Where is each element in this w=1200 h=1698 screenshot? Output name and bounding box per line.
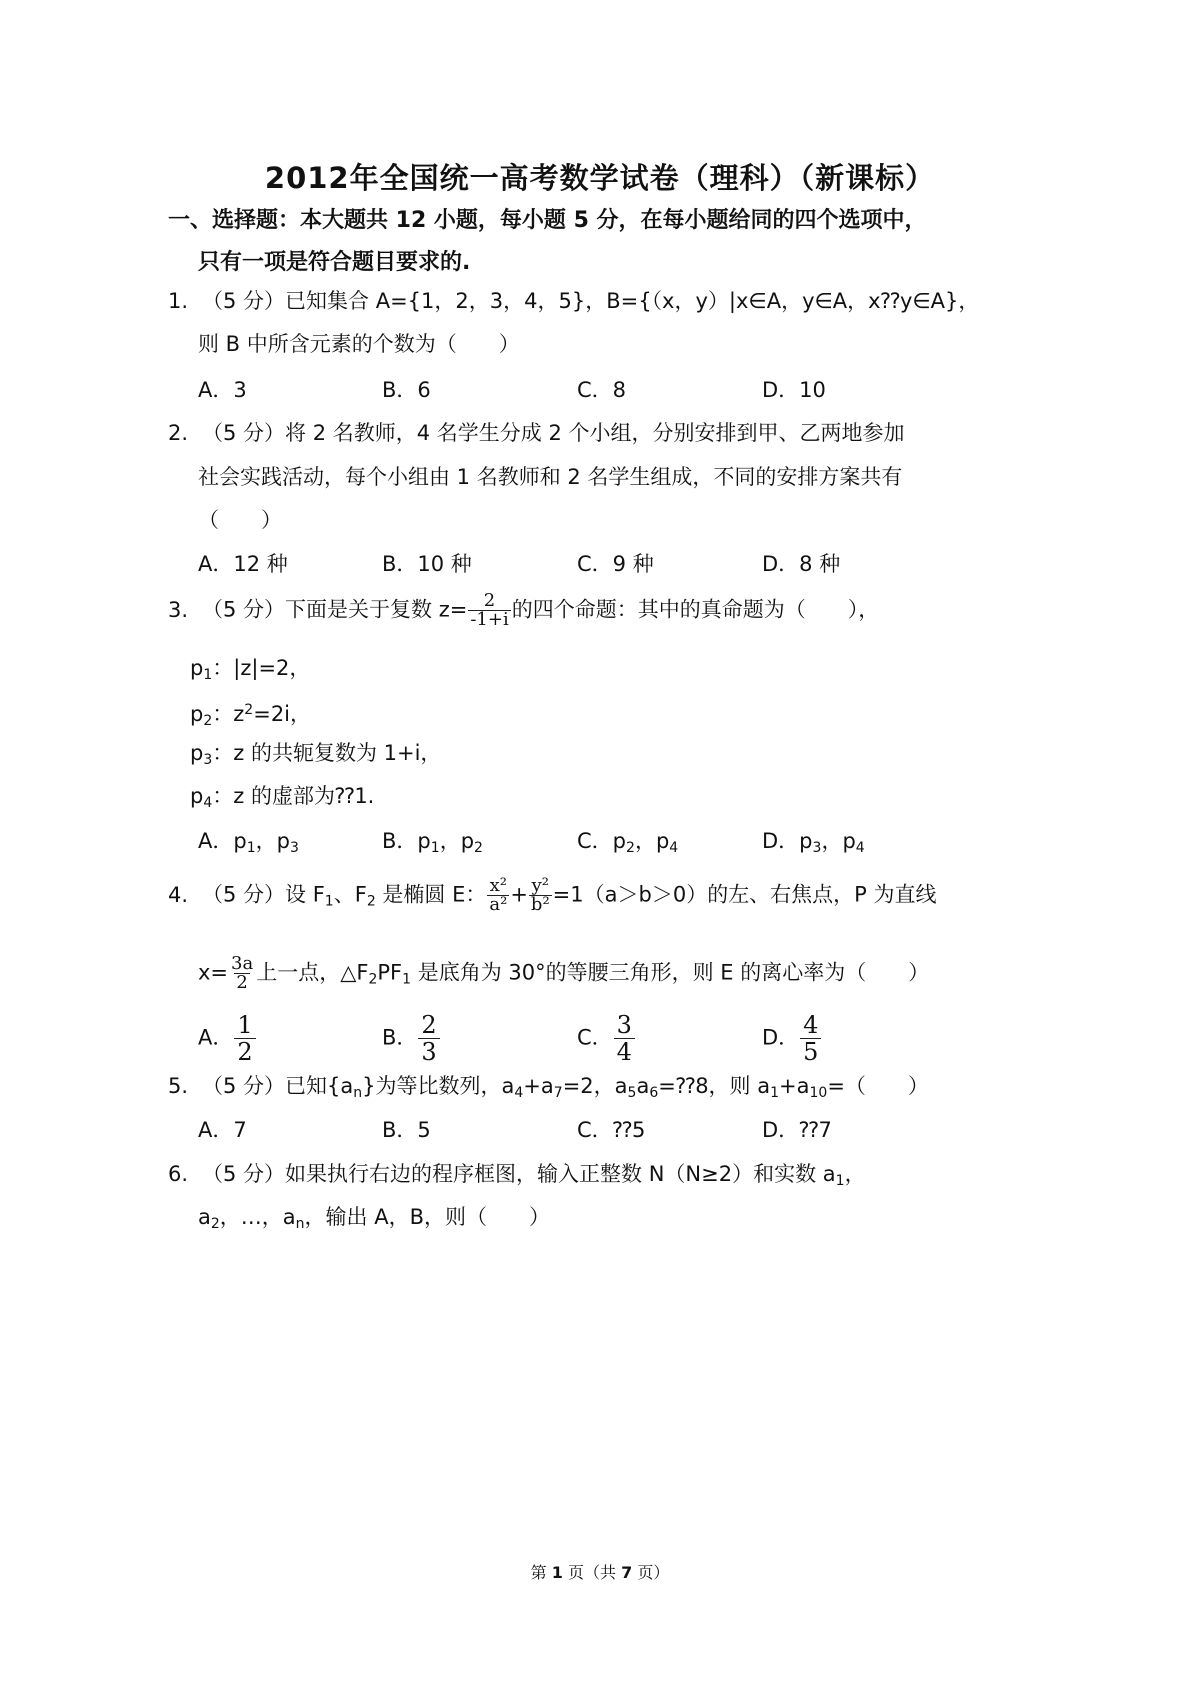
q3-p3 <box>190 738 441 775</box>
q1-option-a: A．3 <box>198 378 247 402</box>
q4-fx-den: a² <box>489 894 508 915</box>
q4-opt-d-den: 5 <box>800 1038 821 1065</box>
q3-option-b: B．$p_1$，$p_2$ <box>382 829 483 856</box>
q2-option-a: A．12 种 <box>198 552 288 576</box>
q2-line1 <box>168 418 905 448</box>
p3-text: ：z 的共轭复数为 1+i， <box>212 741 442 765</box>
q1-option-d: D．10 <box>762 378 826 402</box>
q1-option-b: B．6 <box>382 378 431 402</box>
p2-label: p <box>190 702 204 726</box>
q6-line1sub: 1 <box>835 1173 845 1189</box>
q4-opt-c-den: 4 <box>614 1038 635 1065</box>
q1-line1 <box>168 286 979 316</box>
q3-p4 <box>190 781 374 818</box>
q4-opt-d-frac <box>800 1012 821 1065</box>
q2-number: 2. <box>168 421 189 445</box>
q3-opt-a-letter: A． <box>198 829 234 853</box>
q3-opt-b-sub1: 1 <box>430 840 440 856</box>
q3-p2 <box>190 695 311 736</box>
q5-s3: 7 <box>553 1085 563 1101</box>
q1-text1: （5 分）已知集合 A={1，2，3，4，5}，B={（x，y）|x∈A，y∈A，x⁇y∈A}， <box>202 289 980 313</box>
q4-option-b <box>382 1012 441 1065</box>
q4-opt-c-frac <box>614 1012 635 1065</box>
q5-s2: 4 <box>514 1085 524 1101</box>
q1-number: 1. <box>168 289 189 313</box>
q5-option-b: B．5 <box>382 1118 431 1142</box>
q4-fy-num: y² <box>531 875 549 896</box>
q4-opt-d-letter: D． <box>762 1025 800 1050</box>
q3-option-a: A．$p_1$，$p_3$ <box>198 829 299 856</box>
p2-sub: 2 <box>203 713 213 729</box>
q6-line1 <box>168 1159 866 1196</box>
q3-text-pre: （5 分）下面是关于复数 z= <box>202 597 468 622</box>
p1-label: p <box>190 656 204 680</box>
q4-mid1: 、F <box>333 882 367 907</box>
q6-l2c: ，输出 A，B，则（ ） <box>304 1205 550 1229</box>
q5-t2: }为等比数列，a <box>362 1074 515 1098</box>
q5-s7: 10 <box>809 1085 828 1101</box>
q4-opt-b-frac <box>418 1012 439 1065</box>
q4-opt-a-frac <box>234 1012 255 1065</box>
q4-opt-d-num: 4 <box>803 1011 819 1039</box>
q3-opt-c-sub1: 2 <box>626 840 635 856</box>
q4-l2-sub2: 1 <box>402 971 412 988</box>
footer-post: 页） <box>632 1563 670 1582</box>
q5-option-c: C．⁇5 <box>577 1118 646 1142</box>
q2-line3: （ ） <box>198 508 282 532</box>
q1-option-c: C．8 <box>577 378 627 402</box>
q3-text-post: 的四个命题：其中的真命题为（ ）， <box>511 597 880 622</box>
q4-opt-c-num: 3 <box>616 1011 632 1039</box>
q5-s1: n <box>353 1085 363 1101</box>
q3-frac-den: -1+i <box>470 609 509 630</box>
q1-line2: 则 B 中所含元素的个数为（ ） <box>198 332 520 356</box>
page-footer <box>0 1560 1200 1583</box>
q3-opt-a-sub2: 3 <box>289 840 299 856</box>
p2-sup: 2 <box>244 702 254 718</box>
q6-l2s2: n <box>295 1216 305 1232</box>
q4-opt-b-letter: B． <box>382 1025 418 1050</box>
q6-line2 <box>198 1202 550 1239</box>
q4-frac-3a2 <box>229 955 255 992</box>
q4-l2-sub1: 2 <box>368 971 378 988</box>
p2-pre: ：z <box>212 702 245 726</box>
q5-t4: =2，a <box>562 1074 628 1098</box>
p4-sub: 4 <box>203 795 213 811</box>
q3-opt-c-sep: ， <box>634 829 656 853</box>
q6-line1b: ， <box>844 1162 866 1186</box>
page-title: 2012年全国统一高考数学试卷（理科）（新课标） <box>264 161 936 195</box>
q6-l2s1: 2 <box>210 1216 220 1232</box>
q4-mid2: 是椭圆 E： <box>375 882 487 907</box>
q6-number: 6. <box>168 1162 189 1186</box>
q3-number: 3. <box>168 597 189 622</box>
q3-line1 <box>168 592 879 629</box>
q4-line2 <box>198 955 929 995</box>
q4-f-num: 3a <box>231 953 254 974</box>
q4-opt-b-den: 3 <box>418 1038 439 1065</box>
q2-option-c: C．9 种 <box>577 552 654 576</box>
q4-option-c <box>577 1012 636 1065</box>
q5-t8: =（ ） <box>827 1074 929 1098</box>
q3-option-d: D．$p_3$，$p_4$ <box>762 829 865 856</box>
p3-sub: 3 <box>203 752 213 768</box>
q5-t3: +a <box>523 1074 554 1098</box>
p3-label: p <box>190 741 204 765</box>
q3-opt-c-sub2: 4 <box>669 840 679 856</box>
q6-l2b: ，…，a <box>219 1205 296 1229</box>
q4-frac-y <box>529 877 552 914</box>
q3-opt-d-sep: ， <box>821 829 843 853</box>
footer-mid: 页（共 <box>562 1563 622 1582</box>
q4-line1 <box>168 877 937 917</box>
p4-text: ：z 的虚部为⁇1. <box>212 784 375 808</box>
q5-s6: 1 <box>770 1085 780 1101</box>
q4-frac-x <box>487 877 509 914</box>
q4-fx-num: x² <box>489 875 508 896</box>
q3-opt-b-letter: B． <box>382 829 418 853</box>
q3-opt-b-sep: ， <box>439 829 461 853</box>
q4-opt-a-letter: A． <box>198 1025 234 1050</box>
p1-text: ：|z|=2， <box>212 656 311 680</box>
q2-option-d: D．8 种 <box>762 552 841 576</box>
q4-opt-a-num: 1 <box>237 1011 253 1039</box>
section-header-line1: 一、选择题：本大题共 12 小题，每小题 5 分，在每小题给同的四个选项中， <box>168 208 927 233</box>
q5-s4: 5 <box>627 1085 637 1101</box>
q2-line2: 社会实践活动，每个小组由 1 名教师和 2 名学生组成，不同的安排方案共有 <box>198 465 903 489</box>
q4-opt-a-den: 2 <box>234 1038 255 1065</box>
q4-pre: （5 分）设 F <box>202 882 325 907</box>
q4-opt-b-num: 2 <box>421 1011 437 1039</box>
p1-sub: 1 <box>203 667 213 683</box>
q3-opt-c-letter: C． <box>577 829 613 853</box>
q5-t1: （5 分）已知{a <box>202 1074 354 1098</box>
q5-line1 <box>168 1071 929 1108</box>
q3-opt-d-sub1: 3 <box>812 840 822 856</box>
q5-t7: +a <box>779 1074 810 1098</box>
q3-opt-d-sub2: 4 <box>855 840 865 856</box>
footer-page-number: 1 <box>551 1563 563 1582</box>
q2-text1: （5 分）将 2 名教师，4 名学生分成 2 个小组，分别安排到甲、乙两地参加 <box>202 421 905 445</box>
q4-option-d <box>762 1012 822 1065</box>
q6-line1a: （5 分）如果执行右边的程序框图，输入正整数 N（N≥2）和实数 a <box>202 1162 836 1186</box>
section-header-line2: 只有一项是符合题目要求的. <box>198 250 471 275</box>
q3-fraction <box>468 592 510 629</box>
q4-post: =1（a＞b＞0）的左、右焦点，P 为直线 <box>552 882 937 907</box>
q4-option-a <box>198 1012 257 1065</box>
q4-l2-mid2: PF <box>377 960 403 985</box>
footer-total-pages: 7 <box>621 1563 633 1582</box>
q4-l2-pre: x= <box>198 960 229 985</box>
q4-l2-post: 是底角为 30°的等腰三角形，则 E 的离心率为（ ） <box>411 960 930 985</box>
q2-option-b: B．10 种 <box>382 552 472 576</box>
q4-number: 4. <box>168 882 189 907</box>
q3-opt-a-sub1: 1 <box>246 840 256 856</box>
q5-option-a: A．7 <box>198 1118 247 1142</box>
q3-opt-b-sub2: 2 <box>474 840 483 856</box>
q4-l2-mid: 上一点，△F <box>256 960 369 985</box>
q5-option-d: D．⁇7 <box>762 1118 832 1142</box>
q4-sub2: 2 <box>366 893 376 910</box>
q3-frac-num: 2 <box>483 590 496 611</box>
q5-t6: =⁇8，则 a <box>658 1074 771 1098</box>
q3-opt-a-sep: ， <box>255 829 277 853</box>
q3-option-c: C．$p_2$，$p_4$ <box>577 829 679 856</box>
p4-label: p <box>190 784 204 808</box>
q4-plus: + <box>510 882 528 907</box>
p2-post: =2i， <box>253 702 312 726</box>
q6-l2a: a <box>198 1205 211 1229</box>
q5-number: 5. <box>168 1074 189 1098</box>
q5-t5: a <box>636 1074 650 1098</box>
q4-sub1: 1 <box>324 893 334 910</box>
q4-fy-den: b² <box>530 894 550 915</box>
q4-opt-c-letter: C． <box>577 1025 613 1050</box>
footer-pre: 第 <box>530 1563 552 1582</box>
q4-f-den: 2 <box>236 972 248 993</box>
q5-s5: 6 <box>649 1085 659 1101</box>
q3-p1 <box>190 653 310 690</box>
q3-opt-d-letter: D． <box>762 829 800 853</box>
